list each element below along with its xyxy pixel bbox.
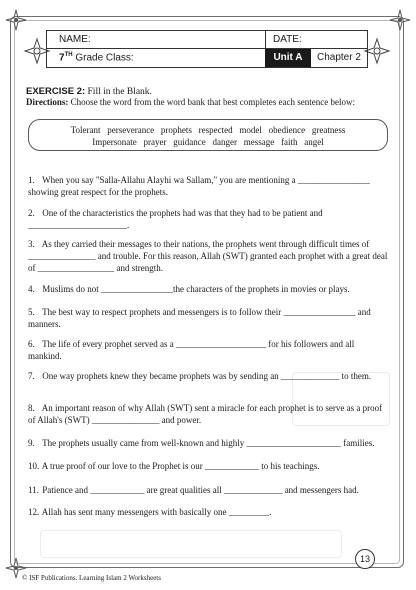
header-row-grade-unit: [46, 48, 368, 68]
question-item: 11. Patience and ____________ are great qualities all _____________ and messengers had.: [28, 485, 359, 495]
chapter-label: Chapter 2: [317, 52, 361, 63]
date-label: DATE:: [273, 34, 302, 45]
question-item: 12. Allah has sent many messengers with basically one _________.: [28, 507, 272, 517]
unit-badge: Unit A: [265, 49, 311, 67]
question-item: 6. The life of every prophet served as a ____________________ for his followers and all mankind.: [28, 339, 355, 361]
corner-ornament-icon: [4, 8, 28, 32]
question-item: 10. A true proof of our love to the Prophet is our ____________ to his teachings.: [28, 461, 320, 471]
header-divider: [265, 31, 266, 49]
name-label: NAME:: [59, 34, 91, 45]
question-item: 1. When you say "Salla-Allahu Alayhi wa Sallam," you are mentioning a ________________ showing great respect for the prophets.: [28, 175, 370, 197]
exercise-title: EXERCISE 2: Fill in the Blank.: [26, 86, 152, 97]
question-item: 4. Muslims do not ________________the characters of the prophets in movies or plays.: [28, 284, 350, 294]
question-item: 5. The best way to respect prophets and messengers is to follow their ________________ and manners.: [28, 307, 371, 329]
corner-ornament-icon: [388, 8, 412, 32]
footer-copyright: © ISF Publications. Learning Islam 2 Worksheets: [22, 574, 161, 582]
background-watermark-box: [40, 530, 342, 558]
worksheet-header: [46, 30, 368, 70]
question-item: 9. The prophets usually came from well-known and highly _____________________ families.: [28, 438, 375, 448]
question-item: 2. One of the characteristics the prophets had was that they had to be patient and ______________________.: [28, 208, 323, 230]
word-bank-line: Impersonate prayer guidance danger message faith angel: [92, 137, 324, 147]
word-bank: [28, 119, 388, 151]
header-row-name-date: [46, 30, 368, 48]
directions: Directions: Choose the word from the word bank that best completes each sentence below:: [26, 97, 355, 107]
question-item: 8. An important reason of why Allah (SWT) sent a miracle for each prophet is to serve as a proof of Allah's (SWT) _______________ and power.: [28, 403, 383, 425]
question-item: 7. One way prophets knew they became prophets was by sending an _____________ to them.: [28, 371, 372, 381]
question-item: 3. As they carried their messages to their nations, the prophets went through difficult times of _______________ and trouble. For this reason, Allah (SWT) granted each prophet with a great deal of _________________ and strength.: [28, 239, 388, 273]
page-number: 13: [355, 549, 375, 569]
grade-label: 7TH Grade Class:: [59, 52, 134, 64]
word-bank-line: Tolerant perseverance prophets respected model obedience greatness: [70, 125, 346, 135]
page-number-badge: [352, 548, 378, 568]
